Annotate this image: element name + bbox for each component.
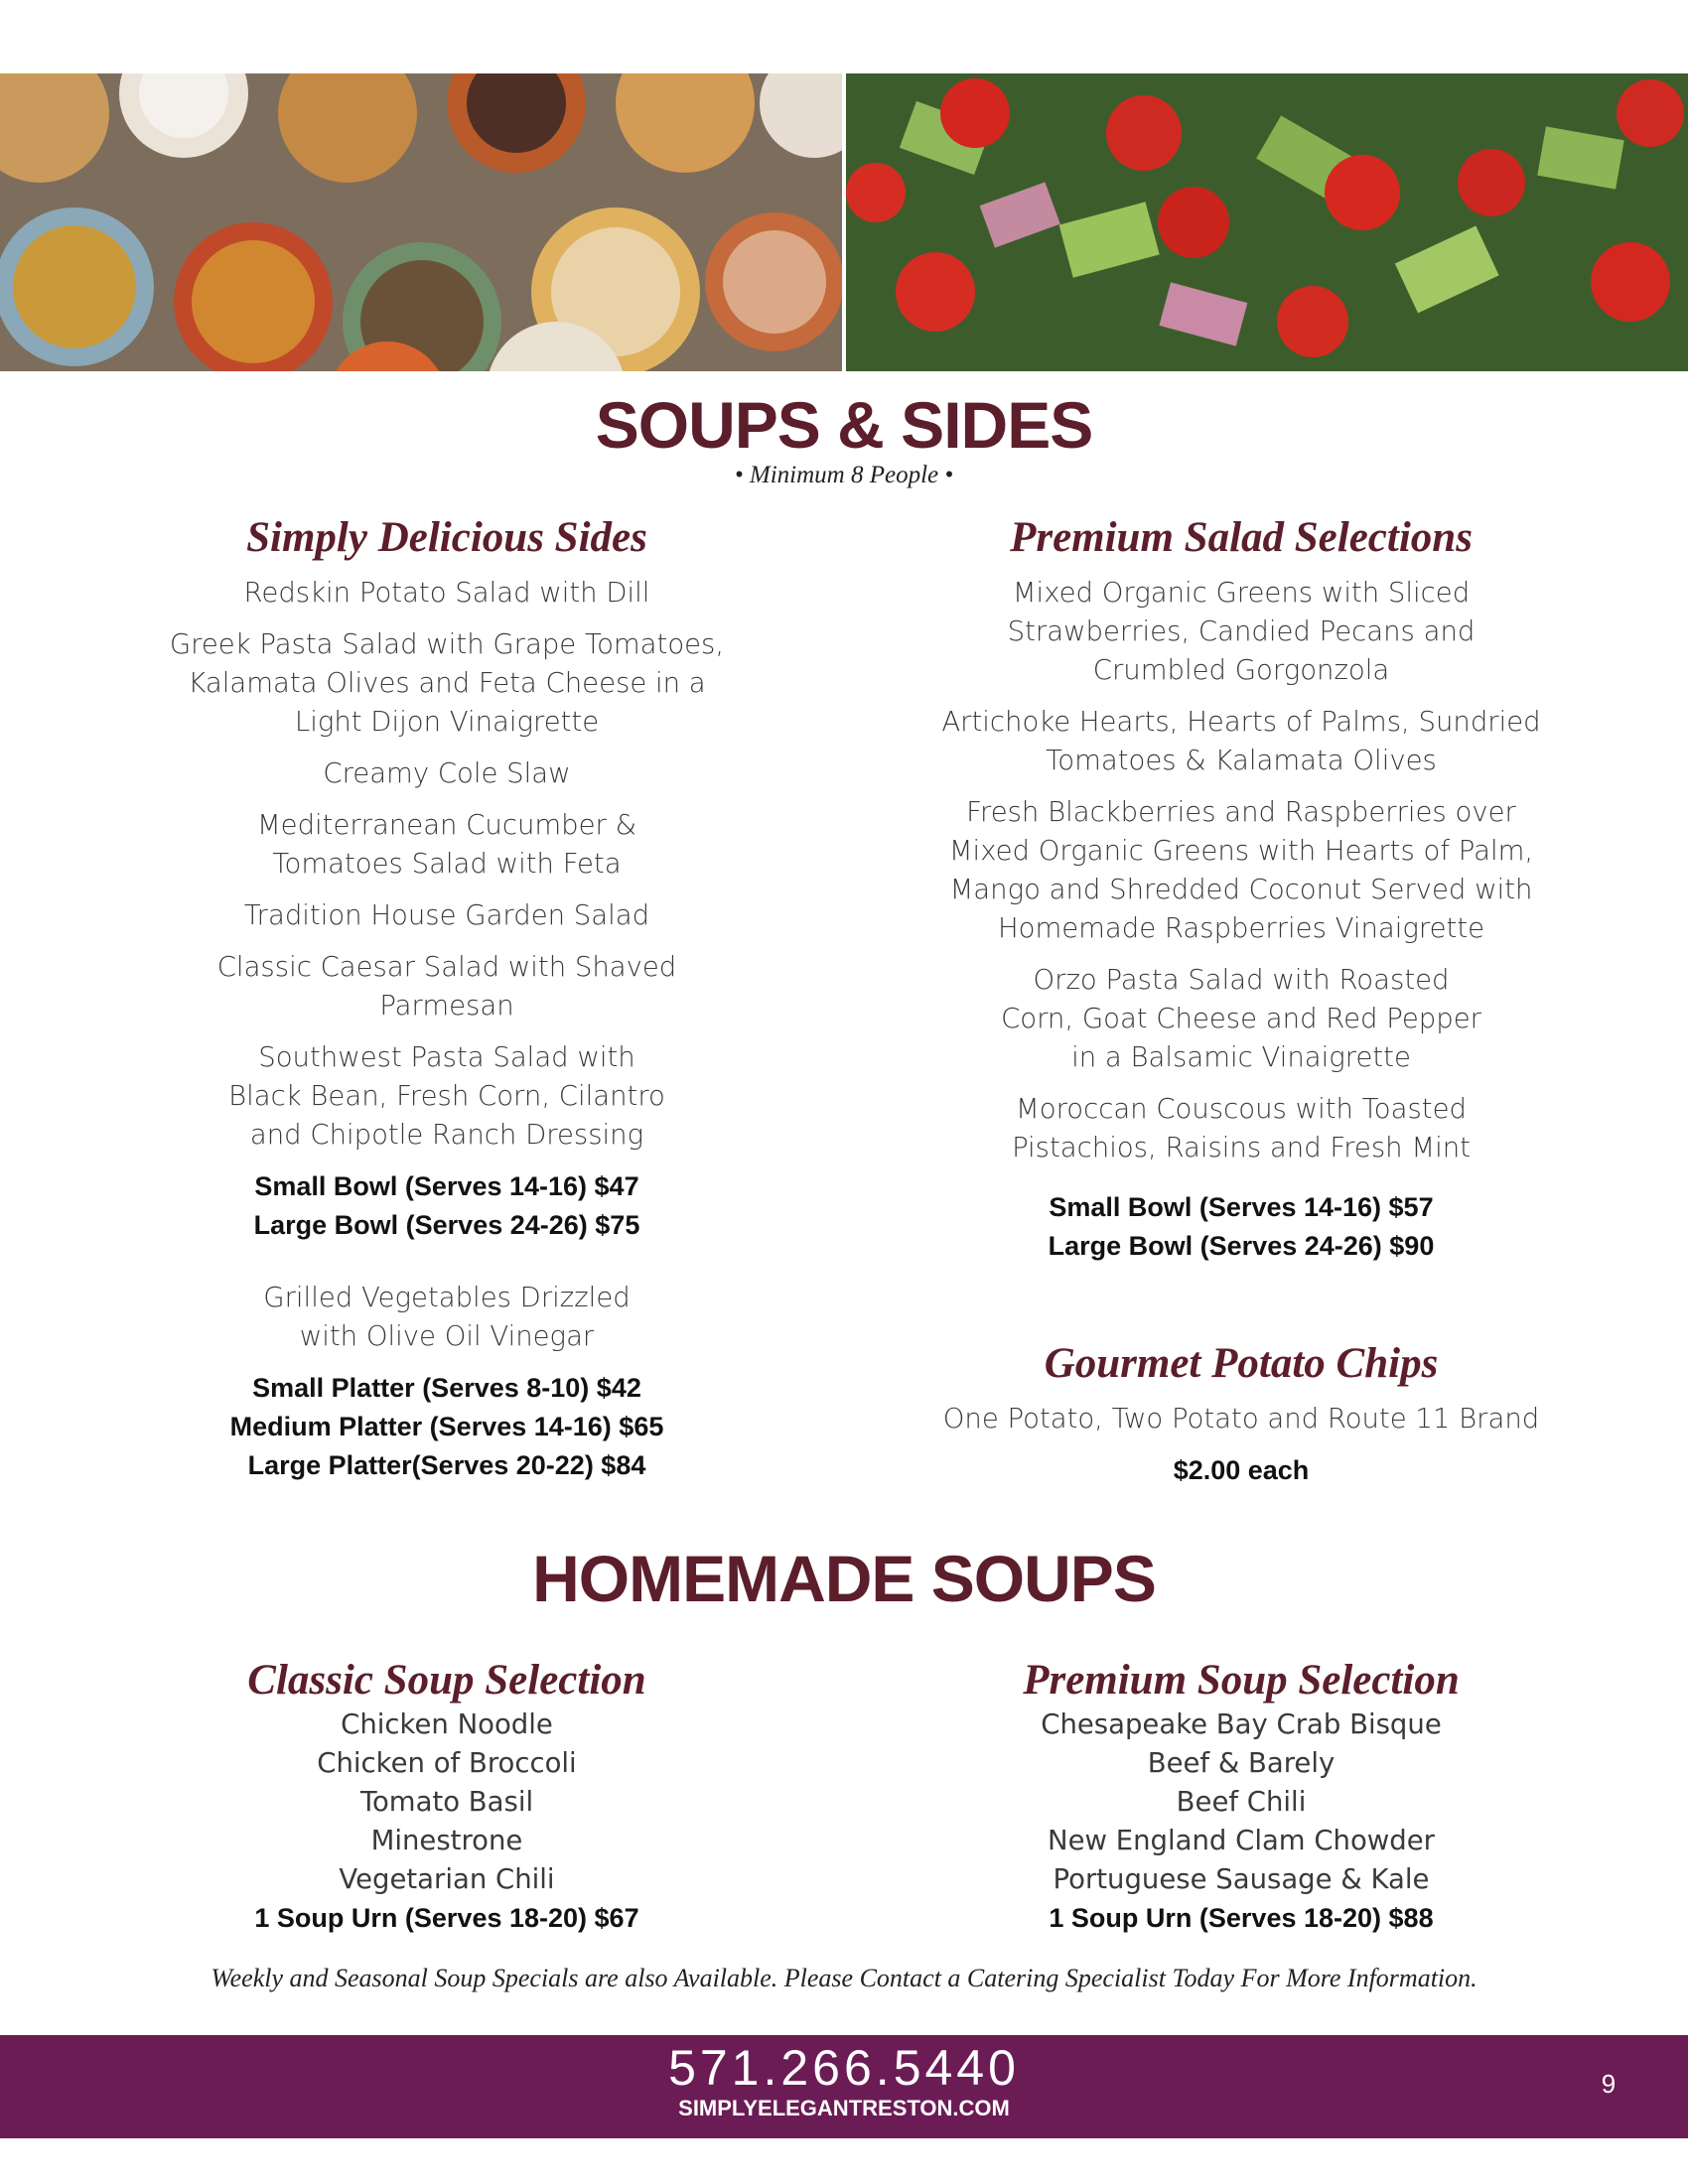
salad-item: Fresh Blackberries and Raspberries over Mixed Organic Greens with Hearts of Palm, Mango and Shredded Coconut Served with Homemade Raspberries Vinaigrette [948, 796, 1534, 944]
soup-item: Portuguese Sausage & Kale [1053, 1863, 1430, 1895]
page-subtitle: • Minimum 8 People • [734, 462, 954, 488]
soups-photo [0, 73, 842, 371]
soups-title: HOMEMADE SOUPS [532, 1542, 1156, 1615]
section-heading-premium-salads: Premium Salad Selections [1010, 514, 1473, 561]
footer-bar [0, 2035, 1688, 2138]
price-line: Large Platter(Serves 20-22) $84 [247, 1450, 646, 1480]
salad-item: Orzo Pasta Salad with Roasted Corn, Goat Cheese and Red Pepper in a Balsamic Vinaigrette [1001, 964, 1481, 1073]
page-title: SOUPS & SIDES [595, 388, 1093, 462]
side-item: Mediterranean Cucumber & Tomatoes Salad with Feta [256, 809, 637, 880]
salad-item: Artichoke Hearts, Hearts of Palms, Sundried Tomatoes & Kalamata Olives [941, 706, 1541, 776]
chips-section [933, 1334, 1549, 1490]
grilled-item: Grilled Vegetables Drizzled with Olive Oil Vinegar [263, 1282, 631, 1352]
salad-photo [846, 73, 1688, 371]
soup-item: Beef & Barely [1147, 1747, 1336, 1779]
soup-item: Chicken of Broccoli [317, 1747, 577, 1779]
side-item: Redskin Potato Salad with Dill [243, 577, 650, 609]
price-line: Small Bowl (Serves 14-16) $57 [1049, 1192, 1434, 1222]
section-heading-chips: Gourmet Potato Chips [1044, 1340, 1439, 1387]
soup-item: Chesapeake Bay Crab Bisque [1041, 1708, 1442, 1740]
side-item: Greek Pasta Salad with Grape Tomatoes, Kalamata Olives and Feta Cheese in a Light Dijon Vinaigrette [169, 628, 725, 738]
price-line: Large Bowl (Serves 24-26) $90 [1048, 1231, 1435, 1261]
section-heading-sides: Simply Delicious Sides [246, 514, 647, 561]
classic-soup-section [149, 1656, 745, 1938]
soup-item: Tomato Basil [359, 1786, 534, 1818]
salad-item: Moroccan Couscous with Toasted Pistachios, Raisins and Fresh Mint [1012, 1093, 1471, 1163]
page-number: 9 [1601, 2069, 1617, 2099]
phone-number[interactable]: 571.266.5440 [668, 2040, 1020, 2096]
side-item: Classic Caesar Salad with Shaved Parmesan [216, 951, 677, 1022]
price-line: Small Platter (Serves 8-10) $42 [252, 1373, 641, 1403]
grilled-section [149, 1279, 745, 1485]
soup-item: Chicken Noodle [341, 1708, 553, 1740]
price-line: $2.00 each [1173, 1455, 1310, 1485]
premium-salads-section [933, 508, 1549, 1266]
sides-section [149, 508, 745, 1245]
side-item: Tradition House Garden Salad [243, 899, 650, 931]
premium-soup-section [933, 1656, 1549, 1938]
specials-note: Weekly and Seasonal Soup Specials are also Available. Please Contact a Catering Specialist Today For More Information. [211, 1964, 1477, 1992]
section-heading-premium-soups: Premium Soup Selection [1023, 1657, 1460, 1704]
soup-item: Beef Chili [1176, 1786, 1307, 1818]
soup-item: New England Clam Chowder [1048, 1825, 1435, 1856]
side-item: Creamy Cole Slaw [323, 757, 571, 789]
soup-item: Vegetarian Chili [339, 1863, 555, 1895]
soup-item: Minestrone [370, 1825, 523, 1856]
chips-item: One Potato, Two Potato and Route 11 Brand [942, 1403, 1540, 1434]
section-heading-classic-soups: Classic Soup Selection [247, 1657, 646, 1704]
price-line: Small Bowl (Serves 14-16) $47 [254, 1171, 639, 1201]
price-line: Large Bowl (Serves 24-26) $75 [253, 1210, 640, 1240]
price-line: Medium Platter (Serves 14-16) $65 [229, 1412, 664, 1441]
salad-item: Mixed Organic Greens with Sliced Strawberries, Candied Pecans and Crumbled Gorgonzola [1007, 577, 1476, 686]
website-link[interactable]: SIMPLYELEGANTRESTON.COM [678, 2096, 1010, 2120]
price-line: 1 Soup Urn (Serves 18-20) $67 [254, 1903, 639, 1933]
price-line: 1 Soup Urn (Serves 18-20) $88 [1049, 1903, 1434, 1933]
side-item: Southwest Pasta Salad with Black Bean, Fresh Corn, Cilantro and Chipotle Ranch Dressing [228, 1041, 665, 1151]
